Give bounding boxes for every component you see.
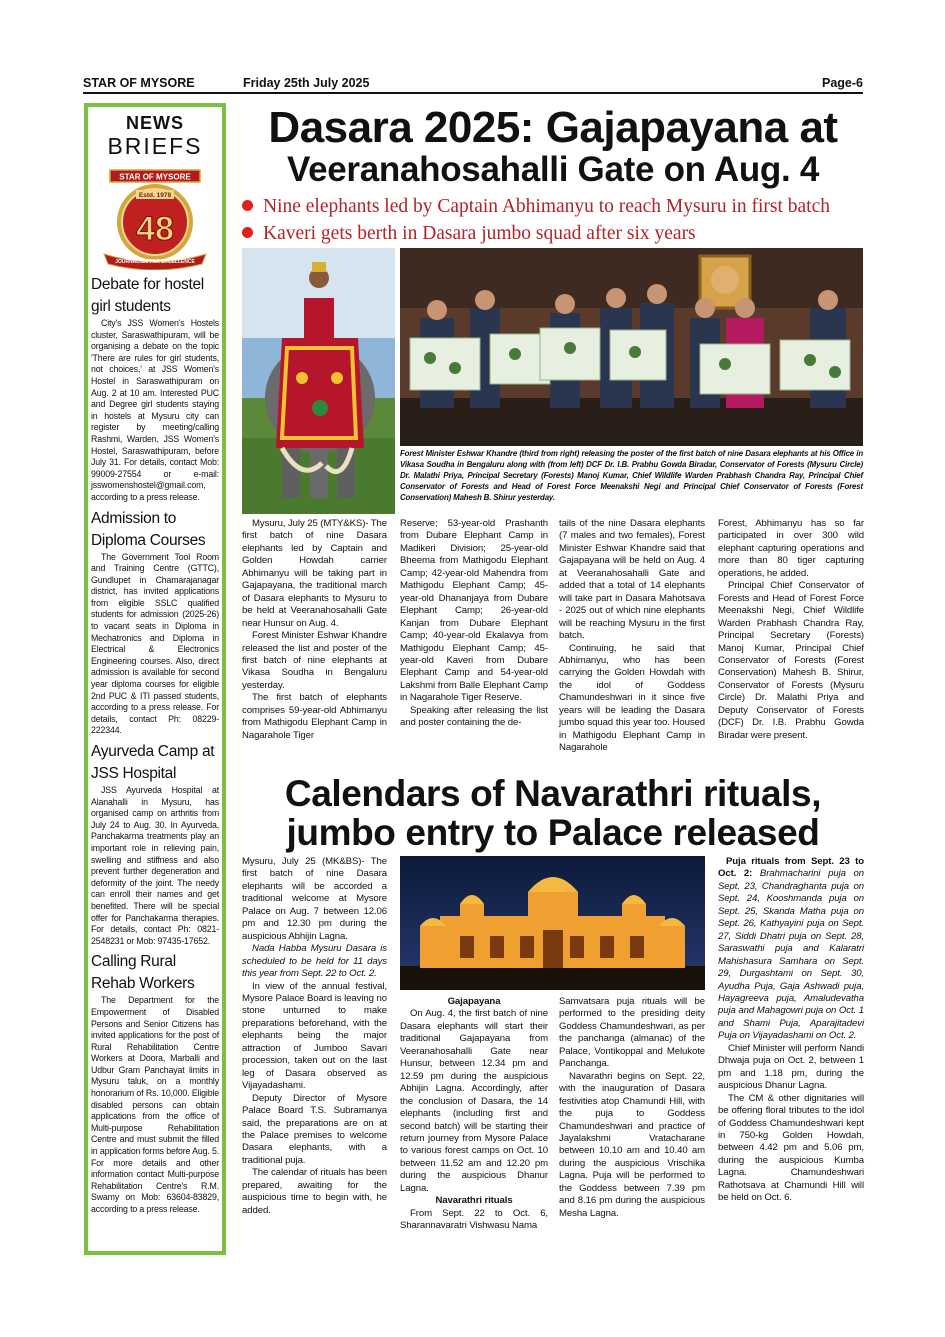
subhead-gajapayana: Gajapayana bbox=[447, 996, 501, 1007]
photo-caption: Forest Minister Eshwar Khandre (third from right) releasing the poster of the first batch of nine Dasara elephants at his Office in Vikasa Soudha in Bengaluru along with (from left) DCF Dr. I.B. Prabhu Gowda Biradar, Conservator of Forests (Mysuru Circle) Dr. Malathi Priya, Principal Secretary (Forests) Manoj Kumar, Chief Wildlife Warden Prabhash Chandra Ray, Principal Chief Conservator of Forests and Head of Forest Force Meenakshi Negi and Principal Chief Conservator of Forests (Forest Conservation) Mahesh B. Shirur yesterday. bbox=[400, 449, 863, 502]
paragraph: Principal Chief Conservator of Forests and Head of Forest Force Meenakshi Negi, Chief Wildlife Warden Prabhash Chandra Ray, Principal Secretary (Forests) Manoj Kumar, Principal Chief Conservator of Forests (Forest Conservation) Mahesh B. Shirur, Conservator of Forests (Mysuru Circle) Dr. Malathi Priya and Deputy Conservator of Forests (DCF) Dr. I.B. Prabhu Gowda Biradar were present. bbox=[718, 580, 864, 741]
story2-column-4 bbox=[718, 856, 864, 1205]
palace-illumination-photo bbox=[400, 856, 705, 990]
paragraph: On Aug. 4, the first batch of nine Dasara elephants will start their traditional Gajapayana from Veeranahosahalli Gate near Hunsur, between 12.34 pm and 12.59 pm during the auspicious Abhijin Lagna. Accordingly, after the conclusion of Dasara, the 14 elephants (including first and second batch) will be starting their return journey from Mysore Palace to various forest camps on Oct. 10 between 11.52 am and 12.20 pm during the auspicious Dhanur Lagna. bbox=[400, 1008, 548, 1194]
logo-number: 48 bbox=[136, 210, 174, 248]
paragraph: The CM & other dignitaries will be offering floral tributes to the idol of Goddess Chamundeshwari kept in 750-kg Golden Howdah, between 4.42 pm and 5.06 pm, during the auspicious Kumba Lagna. Chamundeshwari Rathotsava at Chamundi Hill will be held on Oct. 6. bbox=[718, 1092, 864, 1204]
masthead-rule bbox=[83, 92, 863, 94]
brief-body: The Department for the Empowerment of Disabled Persons and Senior Citizens has invited applications for the post of Rural Rehabilitation Centre Workers at Doora, Marballi and Udbur Gram Panchayat limits in Mysuru taluk, on a monthly honorarium of Rs. 10,000. Eligible disabled persons can obtain applications from the office of Multi-purpose Rehabilitation Centre and must submit the filled in application forms before Aug. 5. For more details and other information contact Multi-purpose Rehabilitation Centre's R.M. Swamy on Mob: 63604-83829, according to a press release. bbox=[91, 995, 219, 1214]
story2-column-3 bbox=[559, 996, 705, 1220]
brief-item bbox=[91, 741, 219, 947]
brief-title: Ayurveda Camp at JSS Hospital bbox=[91, 743, 215, 782]
brief-item bbox=[91, 951, 219, 1215]
logo-bottom-text: JOURNALISM PAR EXCELLENCE bbox=[115, 259, 195, 265]
briefs-label: BRIEFS bbox=[107, 133, 203, 159]
paragraph: Chief Minister will perform Nandi Dhwaja puja on Oct. 2, between 1 pm and 1.18 pm, during the auspicious Dhanur Lagna. bbox=[718, 1042, 864, 1092]
paragraph: Navarathri begins on Sept. 22, with the inauguration of Dasara festivities atop Chamundi Hill, with the puja to Goddess Chamundeshwari and practice of Jayalakshmi Vratacharane between 10.10 am and 10.40 am during the auspicious Vrischika Lagna. Puja will be performed to the Goddess between 7.39 pm and 8.16 pm during the auspicious Mesha Lagna. bbox=[559, 1070, 705, 1219]
issue-date: Friday 25th July 2025 bbox=[243, 76, 370, 90]
bullet-dot-icon bbox=[242, 227, 253, 238]
news-briefs-sidebar bbox=[84, 103, 226, 1255]
bullet-text: Kaveri gets berth in Dasara jumbo squad after six years bbox=[263, 223, 696, 244]
elephant-photo bbox=[242, 248, 395, 514]
page-number: Page-6 bbox=[822, 76, 863, 90]
story1-column-3 bbox=[559, 518, 705, 755]
story1-column-2 bbox=[400, 518, 548, 730]
subhead-navarathri: Navarathri rituals bbox=[435, 1195, 513, 1207]
story1-headline-line2: Veeranahosahalli Gate on Aug. 4 bbox=[286, 150, 820, 189]
bullet-text: Nine elephants led by Captain Abhimanyu to reach Mysuru in first batch bbox=[263, 196, 830, 217]
logo-top-text: STAR OF MYSORE bbox=[119, 172, 191, 182]
story2-headline-line1: Calendars of Navarathri rituals, bbox=[284, 773, 822, 814]
paragraph: Mysuru, July 25 (MK&BS)- The first batch of nine Dasara elephants will be accorded a traditional welcome at Mysore Palace on Aug. 7 between 12.06 pm and 12.30 pm during the auspicious Abhijin Lagna. bbox=[242, 856, 387, 942]
news-label: NEWS bbox=[126, 113, 184, 133]
brief-body: The Government Tool Room and Training Centre (GTTC), Gundlupet in Chamarajanagar district, has invited applications from eligible SSLC qualified students for admission (2025-26) to vacant seats in Diploma in Mechatronics and Diploma in Electrical & Electronics Engineering courses. Also, direct admission is available for second year diploma courses for eligible 2nd PUC & ITI passed students, according to a press release. For details, contact Ph: 08229- 222344. bbox=[91, 551, 219, 736]
masthead bbox=[83, 74, 863, 92]
brief-title: Calling Rural Rehab Workers bbox=[91, 953, 195, 993]
story1-column-4 bbox=[718, 518, 864, 742]
paragraph: In view of the annual festival, Mysore Palace Board is leaving no stone unturned to make preparations beforehand, with the elephants being the major attraction of Jumboo Savari procession, taken out on the last leg of Dasara observed as Vijayadashami. bbox=[242, 980, 387, 1092]
brief-body: JSS Ayurveda Hospital at Alanahalli in Mysuru, has organised camp on arthritis from July 24 to Aug. 30. In Ayurveda, Panchakarma treatments play an important role in relieving pain, swelling and stiffness and also prevent further degeneration and deformity of the joint. The needy can enroll their names and get benefited. There will be special offer for Panchakarma therapies. For details, contact Ph: 0821-2548231 or Mob: 97435-17652. bbox=[91, 785, 219, 946]
paragraph bbox=[718, 856, 864, 1043]
paragraph: From Sept. 22 to Oct. 6, Sharannavaratri Vishwasu Nama bbox=[400, 1207, 548, 1232]
paragraph: Forest, Abhimanyu has so far participated in over 300 wild elephant capturing operations and more than 80 tiger capturing operations, he added. bbox=[718, 518, 864, 579]
story1-bullet-1 bbox=[242, 195, 830, 219]
story2-column-2 bbox=[400, 996, 548, 1233]
logo-estd: Estd. 1978 bbox=[138, 192, 172, 199]
story1-headline-line1: Dasara 2025: Gajapayana at bbox=[268, 103, 838, 152]
brief-title: Debate for hostel girl students bbox=[91, 276, 204, 315]
paragraph: The calendar of rituals has been prepared, awaiting for the auspicious time to begin with, he added. bbox=[242, 1167, 387, 1216]
brief-item bbox=[91, 508, 219, 738]
story2-headline-line2: jumbo entry to Palace released bbox=[286, 812, 820, 853]
paragraph: The first batch of elephants comprises 59-year-old Abhimanyu from Mathigodu Elephant Camp in Nagarahole Tiger bbox=[242, 692, 387, 741]
puja-list: Brahmacharini puja on Sept. 23, Chandraghanta puja on Sept. 24, Kooshmanda puja on Sept. 25, Skanda Matha puja on Sept. 26, Kathyayini puja on Sept. 27, Siddi Dhatri puja on Sept. 28, Saraswathi puja and Kalaratri Mahishasura Samhara on Sept. 29, Durgashtami on Sept. 30, Ayudha Puja, Gaja Ashwadi puja, Hayagreeva puja, Amaludevatha puja and Mahagowri puja on Oct. 1 and Shami Puja, Aparajitadevi Puja on Vijayadashami on Oct. 2. bbox=[718, 868, 864, 1042]
anniversary-logo bbox=[96, 166, 214, 270]
brief-body: City's JSS Women's Hostels cluster, Saraswathipuram, will be organising a debate on the topic 'There are rules for girl students, not choices,' at JSS Women's Hostel in Saraswathipuram on Aug. 2 at 10 am. Interested PUC and Degree girl students staying in hostels at Mysuru city can register by meeting/calling Rashmi, Warden, JSS Women's Hostel, Saraswathipuram, before July 31. For details, contact Mob: 99009-27554 or e-mail: jsswomenshostel@gmail.com, according to a press release. bbox=[91, 318, 219, 502]
paragraph: Speaking after releasing the list and poster containing the de- bbox=[400, 704, 548, 729]
brief-item bbox=[91, 274, 219, 504]
logo-graphic bbox=[96, 166, 214, 270]
story1-column-1 bbox=[242, 518, 387, 742]
story2-column-1 bbox=[242, 856, 387, 1217]
paragraph: tails of the nine Dasara elephants (7 males and two females), Forest Minister Eshwar Khandre said that Gajapayana will be held on Aug. 4 at Veeranahosahalli Gate and added that a total of 14 elephants will take part in Dasara Mahotsava - 2025 out of which nine elephants will be reaching Mysuru in the first batch. bbox=[559, 518, 705, 642]
paper-name: STAR OF MYSORE bbox=[83, 76, 195, 90]
poster-release-photo bbox=[400, 248, 863, 446]
paragraph: Continuing, he said that Abhimanyu, who has been carrying the Golden Howdah with the idol of Goddess Chamundeshwari in it since five years will be leading the Dasara jumbo squad this year too. Housed in Mathigodu Elephant Camp in Nagarahole bbox=[559, 642, 705, 754]
paragraph: Reserve; 53-year-old Prashanth from Dubare Elephant Camp in Madikeri Division; 25-year-old Bheema from Mathigodu Elephant Camp; 42-year-old Mahendra from Mathigodu Elephant Camp; 45-year-old Dhananjaya from Dubare Elephant Camp; 26-year-old Kanjan from Dubare Elephant Camp; 40-year-old Ekalavya from Mathigodu Elephant Camp; 45-year-old Kaveri from Dubare Elephant Camp and 54-year-old Lakshmi from Balle Elephant Camp in Nagarahole Tiger Reserve. bbox=[400, 518, 548, 704]
story1-bullet-2 bbox=[242, 222, 696, 246]
paragraph: Mysuru, July 25 (MTY&KS)- The first batch of nine Dasara elephants led by Captain and Golden Howdah carrier Abhimanyu will be taking part in Gajapayana, the traditional march of Dasara elephants to Mysuru to be held at Veeranahosahalli Gate near Hunsur on Aug. 4. bbox=[242, 518, 388, 629]
paragraph: Samvatsara puja rituals will be performed to the presiding deity Goddess Chamundeshwari, as per the panchanga (almanac) of the Palace, Vontikoppal and Melukote Panchanga. bbox=[559, 996, 705, 1070]
brief-title: Admission to Diploma Courses bbox=[91, 509, 206, 549]
paragraph: Forest Minister Eshwar Khandre released the list and poster of the first batch of nine elephants at Vikasa Soudha in Bengaluru yesterday. bbox=[242, 630, 387, 691]
bullet-dot-icon bbox=[242, 200, 253, 211]
paragraph: Deputy Director of Mysore Palace Board T.S. Subramanya said, the preparations are on at the Palace premises to welcome Dasara elephants, with a traditional puja. bbox=[242, 1092, 387, 1166]
paragraph: Nada Habba Mysuru Dasara is scheduled to be held for 11 days this year from Sept. 22 to Oct. 2. bbox=[242, 943, 387, 980]
puja-lead: Puja rituals from Sept. 23 to Oct. 2: bbox=[718, 856, 864, 880]
